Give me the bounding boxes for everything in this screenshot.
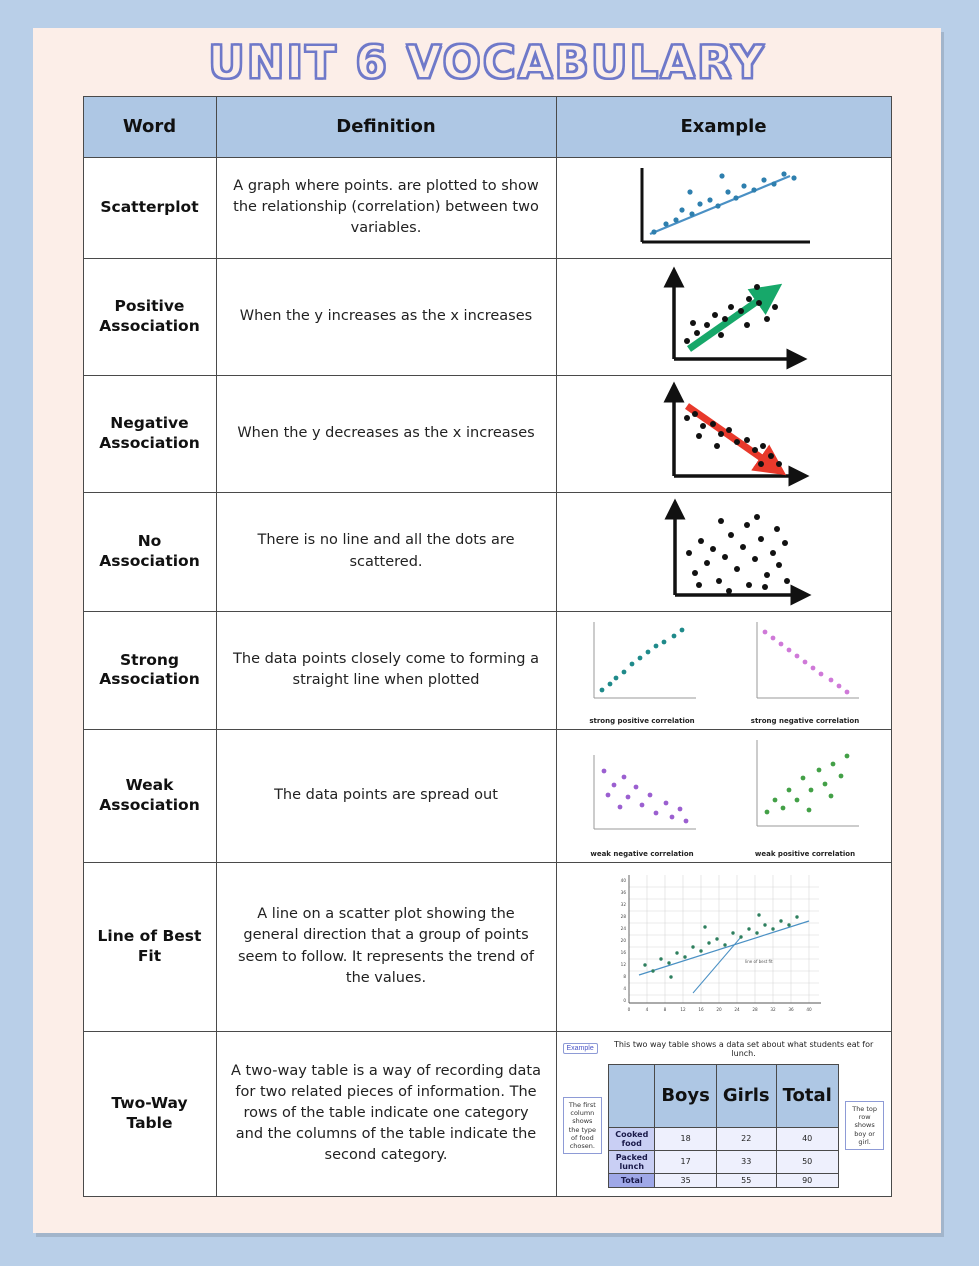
chart-annotation: line of best fit [744,958,773,964]
vocab-example [556,729,891,862]
vocab-word: Line of Best Fit [83,862,216,1031]
svg-text:28: 28 [620,913,626,919]
vocab-example [556,611,891,729]
svg-text:24: 24 [733,1006,740,1012]
line-of-best-fit-chart [609,867,839,1027]
vocab-definition: A line on a scatter plot showing the general direction that a group of points seem to follow. It represents the trend of the values. [216,862,556,1031]
example-tag: Example [563,1043,598,1054]
two-way-caption: This two way table shows a data set about what students eat for lunch. [613,1039,874,1058]
table-row [83,375,891,492]
table-row [83,492,891,611]
twt-corner [609,1064,655,1127]
twt-row-label: Cooked food [609,1127,655,1150]
vocab-example [556,1031,891,1196]
svg-text:24: 24 [620,925,626,931]
svg-text:4: 4 [645,1006,648,1012]
twt-col-total: Total [776,1064,838,1127]
svg-text:16: 16 [620,949,626,955]
weak-positive-chart [745,734,865,858]
vocab-definition: When the y decreases as the x increases [216,375,556,492]
svg-text:4: 4 [622,985,626,991]
vocab-definition: There is no line and all the dots are scattered. [216,492,556,611]
vocab-word: Negative Association [83,375,216,492]
two-way-data-table [608,1064,839,1188]
chart-caption: weak negative correlation [590,849,694,858]
left-callout: The first column shows the type of food chosen. [563,1097,603,1154]
weak-negative-chart [582,749,702,858]
table-row [83,729,891,862]
column-header-example: Example [556,96,891,157]
svg-text:8: 8 [622,973,626,979]
no-association-diagram [629,497,819,607]
twt-cell: 40 [776,1127,838,1150]
vocab-word: Scatterplot [83,157,216,258]
svg-text:20: 20 [620,937,626,943]
twt-row-label: Total [609,1173,655,1187]
vocab-definition: When the y increases as the x increases [216,258,556,375]
svg-text:32: 32 [620,901,626,907]
table-row [83,611,891,729]
worksheet-page [33,28,941,1233]
svg-text:36: 36 [787,1006,794,1012]
strong-positive-chart [582,616,702,725]
svg-text:8: 8 [663,1006,666,1012]
right-callout: The top row shows boy or girl. [845,1101,885,1150]
vocab-definition: A graph where points. are plotted to show the relationship (correlation) between two variables. [216,157,556,258]
vocab-definition: A two-way table is a way of recording data for two related pieces of information. The rows of the table indicate one category and the columns of the table indicate the second category. [216,1031,556,1196]
negative-association-diagram [629,380,819,488]
twt-cell: 50 [776,1150,838,1173]
twt-cell: 33 [716,1150,776,1173]
svg-text:12: 12 [679,1006,686,1012]
twt-row-cooked-food [609,1127,839,1150]
twt-cell: 22 [716,1127,776,1150]
twt-cell: 35 [655,1173,717,1187]
svg-text:32: 32 [769,1006,776,1012]
svg-text:0: 0 [627,1006,630,1012]
vocab-word: Weak Association [83,729,216,862]
chart-caption: weak positive correlation [754,849,856,858]
vocab-word: No Association [83,492,216,611]
chart-caption: strong positive correlation [589,716,695,725]
twt-row-label: Packed lunch [609,1150,655,1173]
vocab-word: Positive Association [83,258,216,375]
vocab-definition: The data points are spread out [216,729,556,862]
vocab-word: Strong Association [83,611,216,729]
svg-text:36: 36 [620,889,626,895]
two-way-table-figure [561,1036,887,1192]
svg-text:40: 40 [620,877,626,883]
svg-text:20: 20 [715,1006,722,1012]
vocabulary-table [83,96,892,1197]
twt-row-packed-lunch [609,1150,839,1173]
table-row [83,258,891,375]
svg-text:12: 12 [620,961,626,967]
vocab-example [556,492,891,611]
svg-text:28: 28 [751,1006,758,1012]
twt-col-boys: Boys [655,1064,717,1127]
twt-cell: 55 [716,1173,776,1187]
vocab-example [556,375,891,492]
table-row [83,157,891,258]
table-header-row [83,96,891,157]
table-row [83,862,891,1031]
twt-row-total [609,1173,839,1187]
strong-negative-chart [745,616,865,725]
vocab-example [556,258,891,375]
vocab-word: Two-Way Table [83,1031,216,1196]
svg-text:0: 0 [622,997,626,1003]
chart-caption: strong negative correlation [750,716,860,725]
vocab-example [556,157,891,258]
positive-association-diagram [629,263,819,371]
svg-text:16: 16 [697,1006,704,1012]
page-title: UNIT 6 VOCABULARY [208,36,766,89]
twt-col-girls: Girls [716,1064,776,1127]
vocab-definition: The data points closely come to forming a straight line when plotted [216,611,556,729]
twt-cell: 90 [776,1173,838,1187]
scatterplot-diagram [624,162,824,254]
column-header-word: Word [83,96,216,157]
svg-text:40: 40 [805,1006,812,1012]
twt-cell: 18 [655,1127,717,1150]
table-row [83,1031,891,1196]
vocab-example [556,862,891,1031]
column-header-definition: Definition [216,96,556,157]
twt-cell: 17 [655,1150,717,1173]
